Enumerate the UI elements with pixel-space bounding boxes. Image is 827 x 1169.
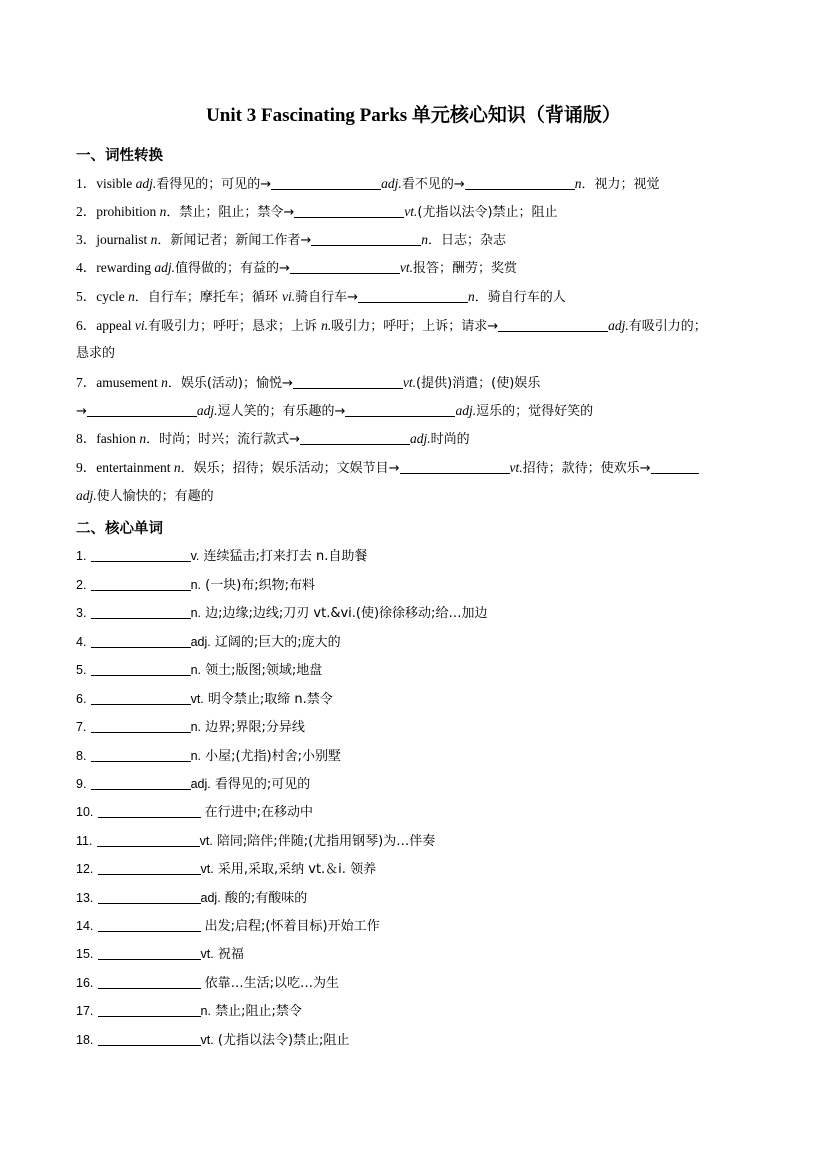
conversion-item-7-cont: → adj.逗人笑的；有乐趣的→ adj.逗乐的；觉得好笑的	[76, 403, 594, 419]
vocab-item-13: 13. adj. 酸的;有酸味的	[76, 891, 308, 906]
answer-blank[interactable]	[98, 976, 201, 989]
vocab-item-18: 18. vt. (尤指以法令)禁止;阻止	[76, 1033, 350, 1048]
vocab-item-12: 12. vt. 采用,采取,采纳 vt.＆i. 领养	[76, 862, 377, 877]
answer-blank[interactable]	[91, 663, 191, 676]
answer-blank[interactable]	[358, 290, 468, 303]
answer-blank[interactable]	[345, 404, 455, 417]
conversion-item-3: 3．journalist n．新闻记者；新闻工作者→ n．日志；杂志	[76, 232, 507, 248]
answer-blank[interactable]	[400, 461, 510, 474]
answer-blank[interactable]	[97, 834, 200, 847]
vocab-item-15: 15. vt. 祝福	[76, 947, 244, 962]
conversion-item-5: 5．cycle n．自行车；摩托车；循环 vi.骑自行车→ n．骑自行车的人	[76, 289, 566, 305]
answer-blank[interactable]	[294, 205, 404, 218]
answer-blank[interactable]	[98, 947, 201, 960]
answer-blank[interactable]	[300, 432, 410, 445]
answer-blank[interactable]	[290, 261, 400, 274]
answer-blank[interactable]	[91, 720, 191, 733]
answer-blank[interactable]	[293, 376, 403, 389]
answer-blank[interactable]	[311, 233, 421, 246]
answer-blank[interactable]	[98, 891, 201, 904]
answer-blank[interactable]	[91, 578, 191, 591]
answer-blank[interactable]	[98, 1033, 201, 1046]
answer-blank[interactable]	[465, 177, 575, 190]
answer-blank[interactable]	[91, 635, 191, 648]
section-heading-core-words: 二、核心单词	[76, 521, 163, 537]
answer-blank[interactable]	[91, 606, 191, 619]
answer-blank[interactable]	[98, 805, 201, 818]
conversion-item-6-cont: 恳求的	[76, 346, 116, 361]
answer-blank[interactable]	[271, 177, 381, 190]
answer-blank[interactable]	[91, 692, 191, 705]
answer-blank[interactable]	[651, 461, 699, 474]
conversion-item-9-cont: adj.使人愉快的；有趣的	[76, 488, 214, 504]
conversion-item-7: 7．amusement n．娱乐(活动)；愉悦→ vt.(提供)消遣；(使)娱乐	[76, 375, 541, 391]
vocab-item-16: 16. 依靠…生活;以吃…为生	[76, 976, 340, 991]
conversion-item-6: 6．appeal vi.有吸引力；呼吁；恳求；上诉 n.吸引力；呼吁；上诉；请求→ adj.有吸引力的；	[76, 318, 707, 334]
answer-blank[interactable]	[91, 749, 191, 762]
vocab-item-8: 8. n. 小屋;(尤指)村舍;小别墅	[76, 749, 342, 764]
conversion-item-4: 4．rewarding adj.值得做的；有益的→ vt.报答；酬劳；奖赏	[76, 260, 518, 276]
vocab-item-11: 11. vt. 陪同;陪伴;伴随;(尤指用钢琴)为…伴奏	[76, 834, 436, 849]
answer-blank[interactable]	[98, 1004, 201, 1017]
vocab-item-10: 10. 在行进中;在移动中	[76, 805, 314, 820]
vocab-item-1: 1. v. 连续猛击;打来打去 n.自助餐	[76, 549, 368, 564]
conversion-item-9: 9．entertainment n．娱乐；招待；娱乐活动；文娱节目→ vt.招待；款待；使欢乐→	[76, 460, 699, 477]
vocab-item-14: 14. 出发;启程;(怀着目标)开始工作	[76, 919, 380, 934]
answer-blank[interactable]	[98, 919, 201, 932]
answer-blank[interactable]	[87, 404, 197, 417]
section-heading-part-of-speech: 一、词性转换	[76, 148, 163, 164]
vocab-item-3: 3. n. 边;边缘;边线;刀刃 vt.&vi.(使)徐徐移动;给…加边	[76, 606, 488, 621]
vocab-item-6: 6. vt. 明令禁止;取缔 n.禁令	[76, 692, 333, 707]
vocab-item-17: 17. n. 禁止;阻止;禁令	[76, 1004, 302, 1019]
conversion-item-2: 2．prohibition n．禁止；阻止；禁令→ vt.(尤指以法令)禁止；阻止	[76, 204, 558, 220]
vocab-item-4: 4. adj. 辽阔的;巨大的;庞大的	[76, 635, 341, 650]
document-title: Unit 3 Fascinating Parks 单元核心知识（背诵版）	[206, 105, 621, 126]
answer-blank[interactable]	[91, 549, 191, 562]
conversion-item-1: 1．visible adj.看得见的；可见的→ adj.看不见的→ n．视力；视觉	[76, 176, 660, 192]
vocab-item-9: 9. adj. 看得见的;可见的	[76, 777, 311, 792]
conversion-item-8: 8．fashion n．时尚；时兴；流行款式→ adj.时尚的	[76, 431, 470, 447]
answer-blank[interactable]	[98, 862, 201, 875]
vocab-item-2: 2. n. (一块)布;织物;布料	[76, 578, 316, 593]
vocab-item-7: 7. n. 边界;界限;分异线	[76, 720, 305, 735]
answer-blank[interactable]	[498, 319, 608, 332]
answer-blank[interactable]	[91, 777, 191, 790]
vocab-item-5: 5. n. 领土;版图;领域;地盘	[76, 663, 323, 678]
